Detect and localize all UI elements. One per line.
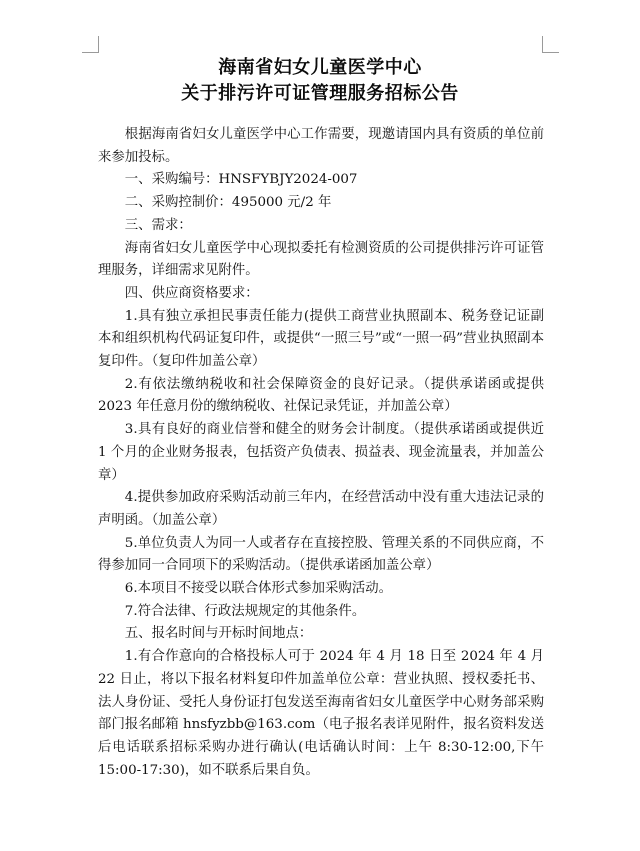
section-procurement-number: 一、采购编号：HNSFYBJY2024-007 (124, 172, 358, 188)
section-control-price: 二、采购控制价：495000 元/2 年 (124, 195, 332, 211)
intro-paragraph: 根据海南省妇女儿童医学中心工作需要，现邀请国内具有资质的单位前来参加投标。 (98, 127, 544, 165)
qualification-item-7: 7.符合法律、行政法规规定的其他条件。 (124, 603, 366, 619)
document-title-line1: 海南省妇女儿童医学中心 (218, 57, 422, 78)
qualification-item-3: 3.具有良好的商业信誉和健全的财务会计制度。（提供承诺函或提供近 1 个月的企业财务报表，包括资产负债表、损益表、现金流量表，并加盖公章） (98, 422, 544, 483)
section-qualifications-heading: 四、供应商资格要求： (124, 285, 259, 301)
document-body (98, 124, 544, 782)
section-registration-heading: 五、报名时间与开标时间地点： (124, 626, 313, 642)
qualification-item-6: 6.本项目不接受以联合体形式参加采购活动。 (124, 581, 392, 597)
qualification-item-4: 4.提供参加政府采购活动前三年内，在经营活动中没有重大违法记录的声明函。（加盖公章） (98, 490, 544, 528)
crop-mark-top-right (542, 36, 559, 53)
qualification-item-1: 1.具有独立承担民事责任能力(提供工商营业执照副本、税务登记证副本和组织机构代码证复印件，或提供“一照三号”或“一照一码”营业执照副本复印件。（复印件加盖公章） (98, 308, 544, 370)
requirements-paragraph: 海南省妇女儿童医学中心现拟委托有检测资质的公司提供排污许可证管理服务，详细需求见附件。 (98, 240, 544, 279)
qualification-item-5: 5.单位负责人为同一人或者存在直接控股、管理关系的不同供应商，不得参加同一合同项下的采购活动。（提供承诺函加盖公章） (98, 535, 544, 574)
registration-item-1: 1.有合作意向的合格投标人可于 2024 年 4 月 18 日至 2024 年 4 月 22 日止，将以下报名材料复印件加盖单位公章：营业执照、授权委托书、法人身份证、受托人身份证打包发送至海南省妇女儿童医学中心财务部采购部门报名邮箱 hnsfyzbb@163.com（电子报名表详见附件，报名资料发送后电话联系招标采购办进行确认(电话确认时间：上午 8:30-12:00,下午 15:00-17:30)，如不联系后果自负。 (98, 649, 544, 778)
section-requirements-heading: 三、需求： (124, 217, 192, 233)
qualification-item-2: 2.有依法缴纳税收和社会保障资金的良好记录。（提供承诺函或提供 2023 年任意月份的缴纳税收、社保记录凭证，并加盖公章） (98, 376, 544, 415)
crop-mark-top-left (82, 36, 99, 53)
document-title-line2: 关于排污许可证管理服务招标公告 (181, 83, 459, 104)
